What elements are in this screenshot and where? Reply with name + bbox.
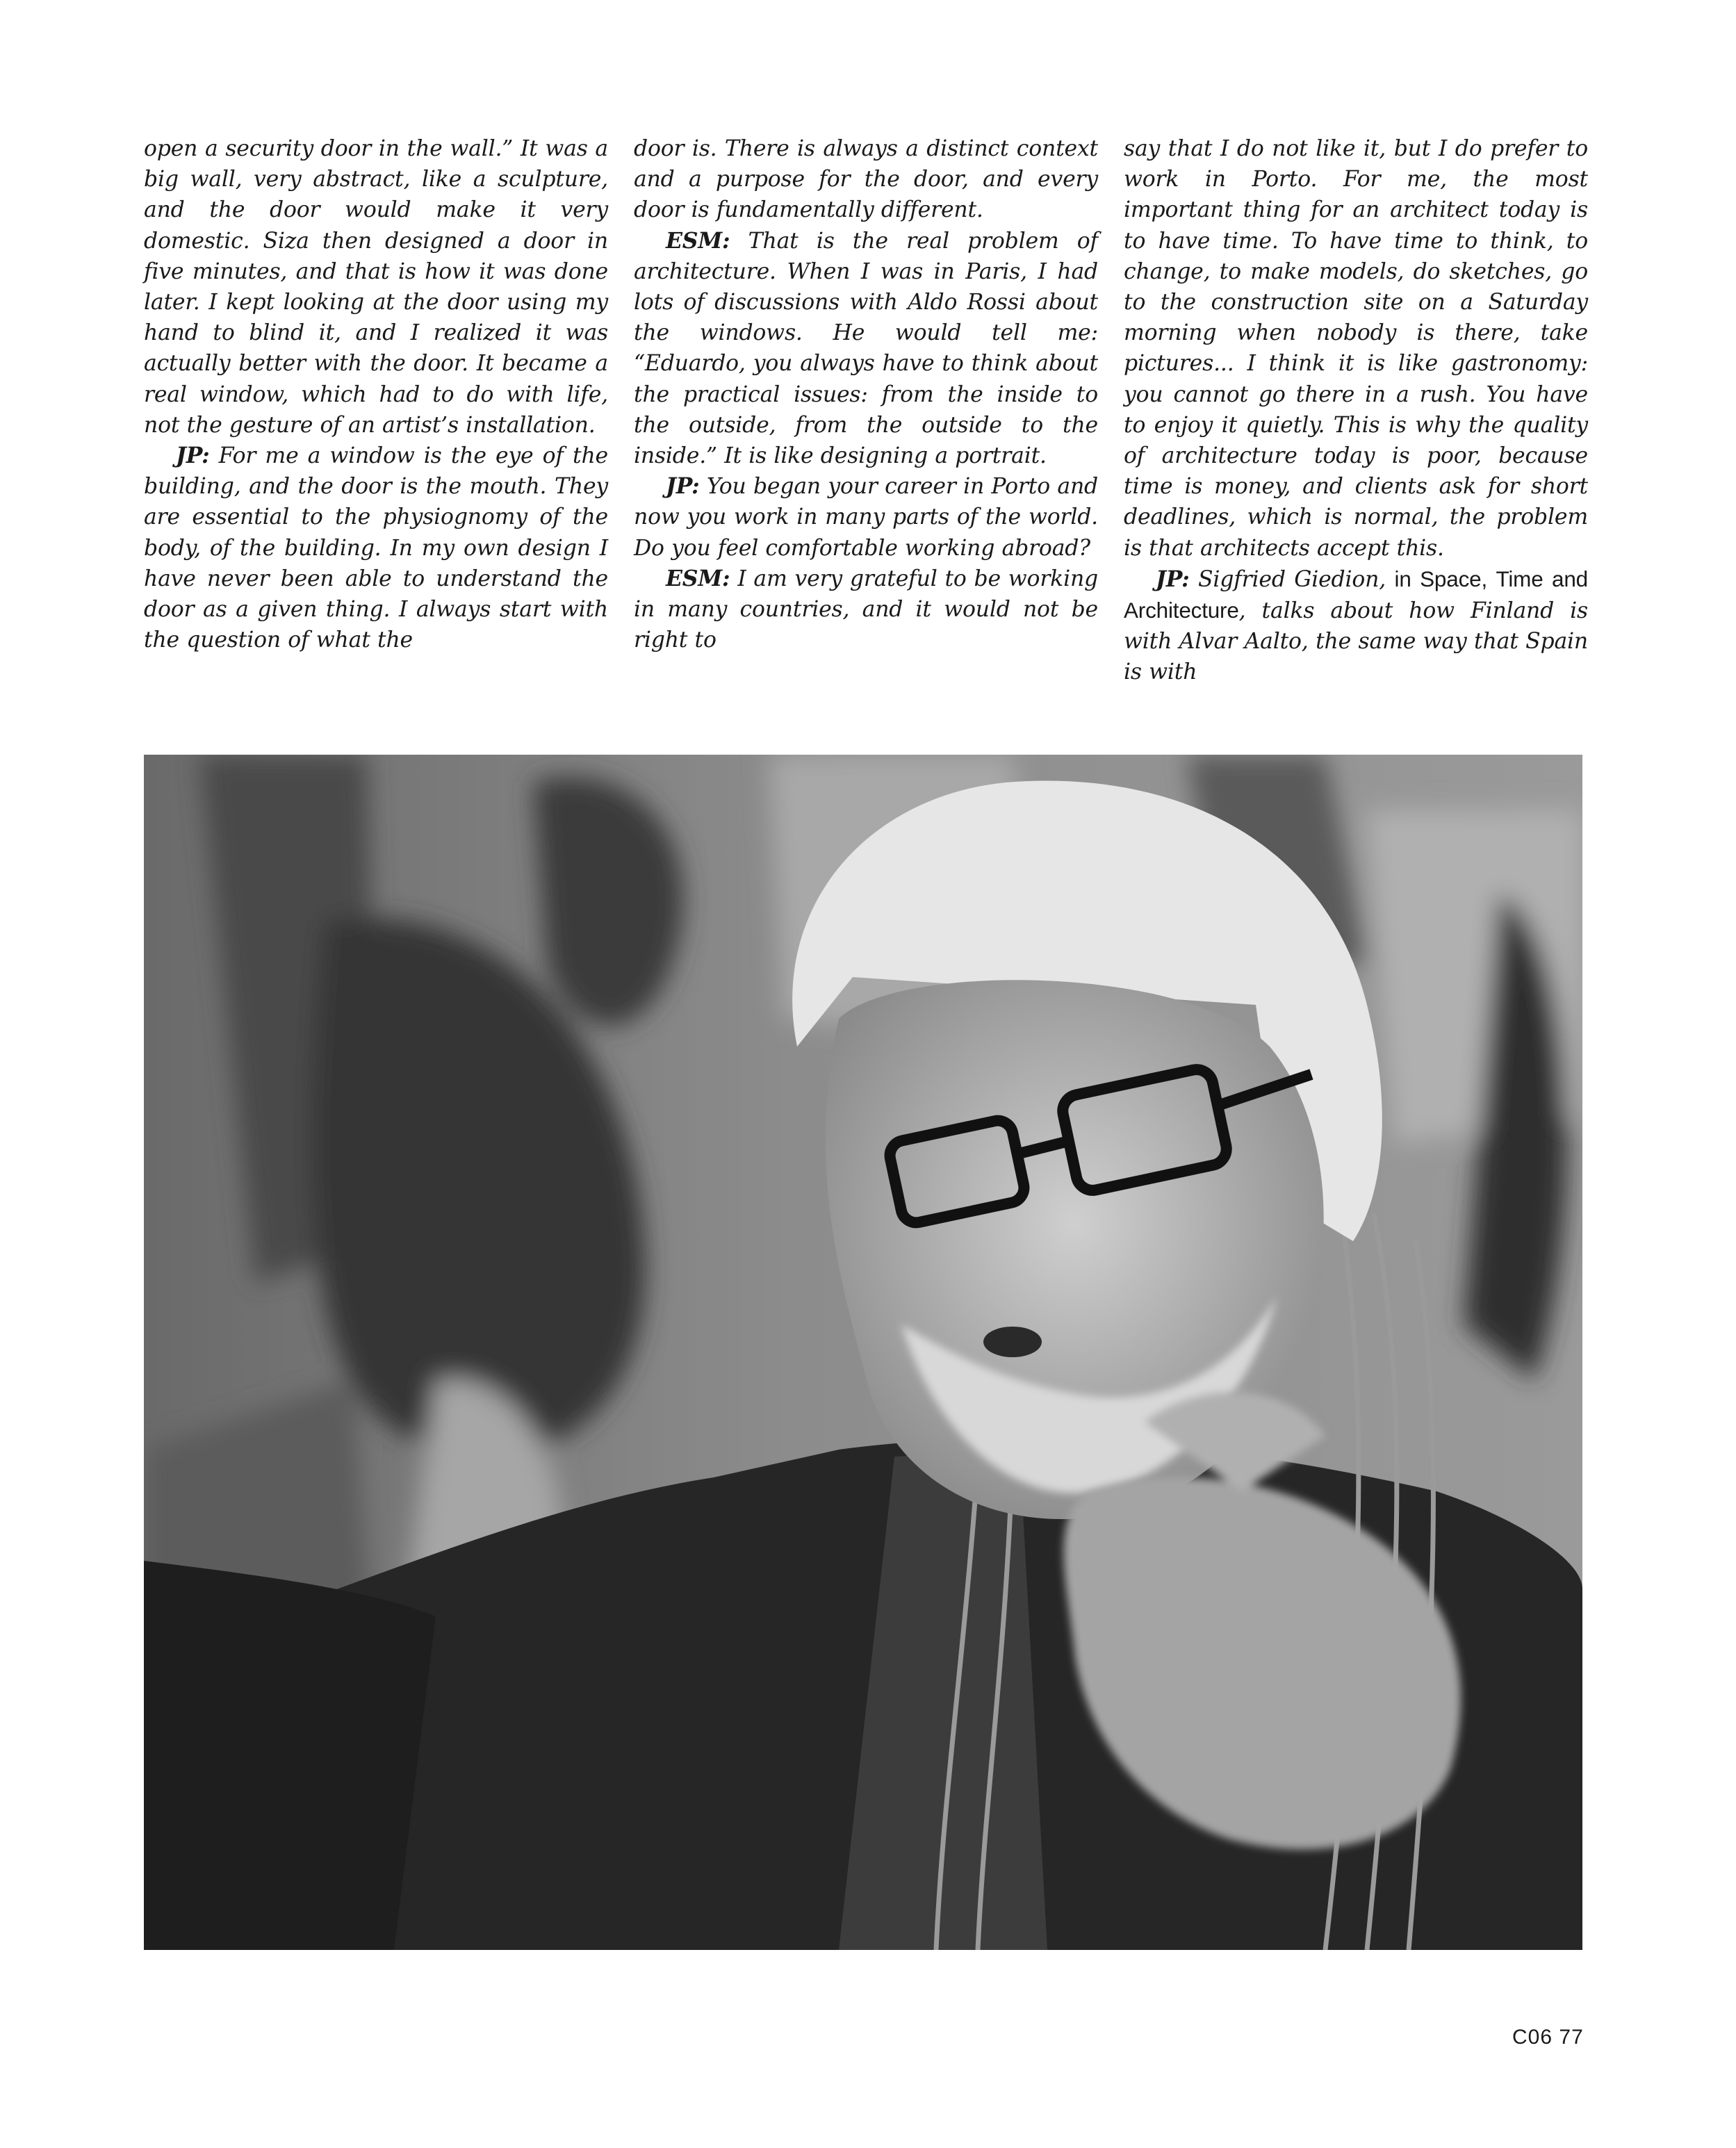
book-title: , [1481, 566, 1488, 591]
speaker-label: JP: [1156, 566, 1190, 592]
book-title: Space [1420, 566, 1482, 591]
paragraph [1124, 564, 1588, 688]
paragraph [634, 471, 1098, 564]
speaker-label: JP: [666, 473, 700, 500]
speaker-label: ESM: [666, 227, 730, 254]
paragraph [1124, 133, 1588, 564]
mouth [983, 1327, 1042, 1357]
paragraph [634, 226, 1098, 472]
book-title: and [1552, 566, 1588, 591]
paragraph-text: You began your career in Porto and now you work in many parts of the world. Do you feel comfortable working abroad? [634, 474, 1098, 561]
book-title: Time [1496, 566, 1543, 591]
paragraph-text: open a security door in the wall.” It was a big wall, very abstract, like a sculpture, and the door would make it very domestic. Siza then designed a door in five minutes, and that is how it was done later. I kept looking at the door using my hand to blind it, and I realized it was actually better with the door. It became a real window, which had to do with life, not the gesture of an artist’s installation. [144, 136, 608, 438]
paragraph [144, 441, 608, 655]
speaker-label: JP: [176, 443, 210, 469]
page-folio [1512, 2026, 1589, 2049]
paragraph-text: in [1394, 566, 1411, 591]
text-column-2 [634, 133, 1098, 655]
paragraph-text: That is the real problem of architecture. When I was in Paris, I had lots of discussions with Aldo Rossi about the windows. He would tell me: “Eduardo, you always have to think about the practical issues: from the inside to the outside, from the outside to the inside.” It is like designing a portrait. [634, 228, 1098, 469]
paragraph-text: say that I do not like it, but I do prefer to work in Porto. For me, the most important thing for an architect today is to have time. To have time to think, to change, to make models, do sketches, go to the construction site on a Saturday morning when nobody is there, take pictures... I think it is like gastronomy: you cannot go there in a rush. You have to enjoy it quietly. This is why the quality of architecture today is poor, because time is money, and clients ask for short deadlines, which is normal, the problem is that architects accept this. [1124, 136, 1588, 561]
paragraph-text: I am very grateful to be working in many countries, and it would not be right to [634, 566, 1098, 653]
text-column-1 [144, 133, 608, 655]
speaker-label: ESM: [666, 565, 730, 591]
paragraph-text: , talks about how Finland is with Alvar Aalto, the same way that Spain is with [1124, 598, 1588, 685]
paragraph-text: Sigfried Giedion, [1189, 566, 1395, 592]
portrait-photo [144, 755, 1582, 1950]
text-column-3 [1124, 133, 1588, 688]
portrait-photo-illustration [144, 755, 1582, 1950]
paragraph [634, 564, 1098, 656]
book-title: Architecture [1124, 598, 1239, 623]
left-arm [144, 1561, 436, 1950]
paragraph-text: For me a window is the eye of the building, and the door is the mouth. They are essential to the physiognomy of the body, of the building. In my own design I have never been able to understand the door as a given thing. I always start with the question of what the [144, 443, 608, 653]
page-number: 77 [1559, 2026, 1584, 2049]
paragraph [144, 133, 608, 441]
paragraph [634, 133, 1098, 226]
folio-section: C06 [1512, 2026, 1553, 2049]
paragraph-text: door is. There is always a distinct context and a purpose for the door, and every door is fundamentally different. [634, 136, 1098, 223]
